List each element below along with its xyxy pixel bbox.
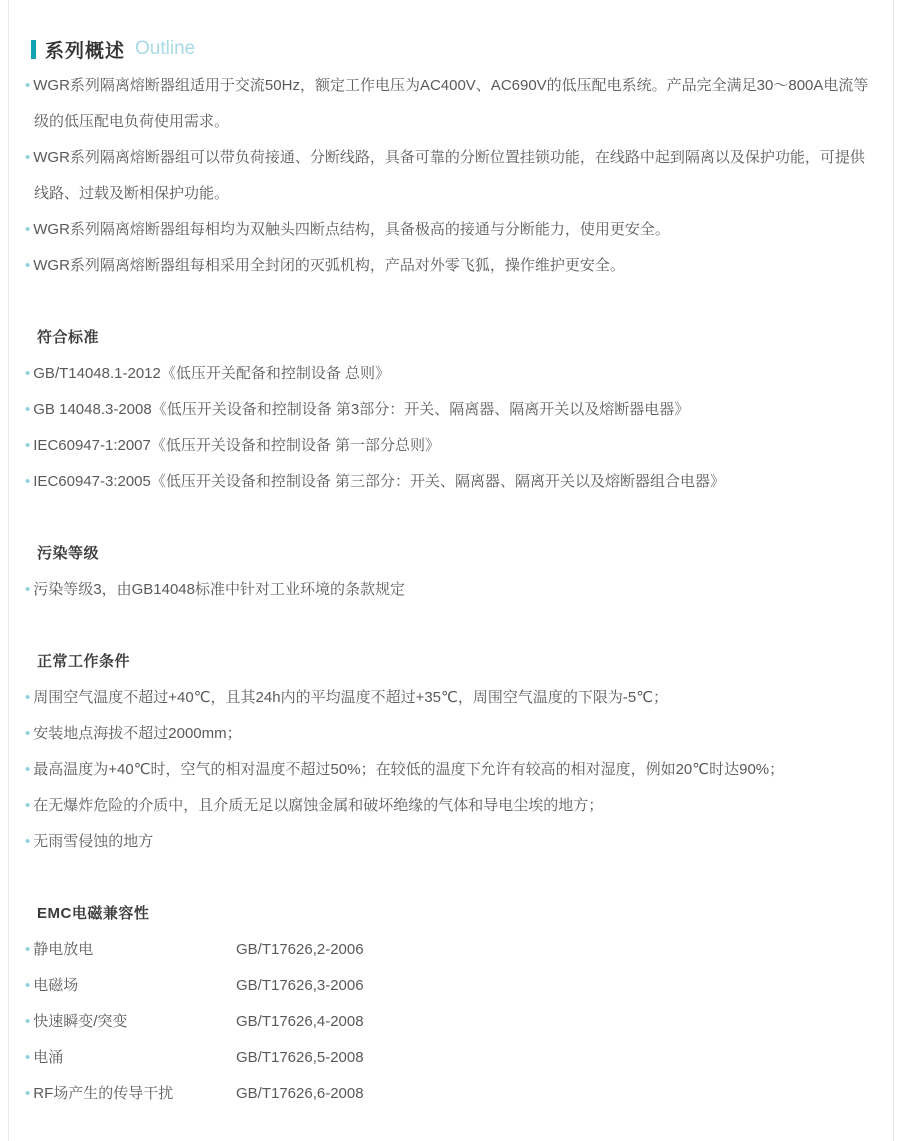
emc-table-row xyxy=(25,1076,879,1112)
overview-bullet: • WGR系列隔离熔断器组可以带负荷接通、分断线路，具备可靠的分断位置挂锁功能，在线路中起到隔离以及保护功能，可提供线路、过载及断相保护功能。 xyxy=(25,140,879,212)
emc-row-standard: GB/T17626,6-2008 xyxy=(236,1085,364,1102)
emc-table xyxy=(25,932,879,1112)
section-heading-working-conditions: 正常工作条件 xyxy=(37,653,131,670)
working-condition-item: • 无雨雪侵蚀的地方 xyxy=(25,824,879,860)
working-conditions-bullet-list xyxy=(25,680,879,860)
emc-row-standard: GB/T17626,3-2006 xyxy=(236,977,364,994)
emc-row-label: • 电磁场 xyxy=(25,968,236,1004)
standard-item: • IEC60947-1:2007《低压开关设备和控制设备 第一部分总则》 xyxy=(25,428,879,464)
emc-row-standard: GB/T17626,5-2008 xyxy=(236,1049,364,1066)
standard-item: • GB/T14048.1-2012《低压开关配备和控制设备 总则》 xyxy=(25,356,879,392)
working-condition-item: • 安装地点海拔不超过2000mm； xyxy=(25,716,879,752)
pollution-bullet-list xyxy=(25,572,879,608)
standard-item: • GB 14048.3-2008《低压开关设备和控制设备 第3部分：开关、隔离器、隔离开关以及熔断器电器》 xyxy=(25,392,879,428)
emc-table-row xyxy=(25,932,879,968)
standards-bullet-list xyxy=(25,356,879,500)
emc-row-label: • RF场产生的传导干扰 xyxy=(25,1076,236,1112)
standard-item: • IEC60947-3:2005《低压开关设备和控制设备 第三部分：开关、隔离器、隔离开关以及熔断器组合电器》 xyxy=(25,464,879,500)
page-title-zh: 系列概述 xyxy=(45,40,126,62)
emc-row-label: • 快速瞬变/突变 xyxy=(25,1004,236,1040)
emc-row-standard: GB/T17626,2-2006 xyxy=(236,941,364,958)
accent-bar-icon xyxy=(31,40,36,59)
section-heading-pollution: 污染等级 xyxy=(37,545,100,562)
working-condition-item: • 周围空气温度不超过+40℃，且其24h内的平均温度不超过+35℃，周围空气温度的下限为-5℃； xyxy=(25,680,879,716)
emc-table-row xyxy=(25,1004,879,1040)
section-heading-standards: 符合标准 xyxy=(37,329,100,346)
emc-row-label: • 电涌 xyxy=(25,1040,236,1076)
emc-table-row xyxy=(25,968,879,1004)
page-title xyxy=(25,38,879,60)
overview-bullet: • WGR系列隔离熔断器组每相均为双触头四断点结构，具备极高的接通与分断能力，使用更安全。 xyxy=(25,212,879,248)
pollution-item: • 污染等级3，由GB14048标准中针对工业环境的条款规定 xyxy=(25,572,879,608)
overview-bullet: • WGR系列隔离熔断器组每相采用全封闭的灭弧机构，产品对外零飞狐，操作维护更安全。 xyxy=(25,248,879,284)
working-condition-item: • 最高温度为+40℃时，空气的相对温度不超过50%；在较低的温度下允许有较高的相对湿度，例如20℃时达90%； xyxy=(25,752,879,788)
working-condition-item: • 在无爆炸危险的介质中，且介质无足以腐蚀金属和破坏绝缘的气体和导电尘埃的地方； xyxy=(25,788,879,824)
overview-bullet-list xyxy=(25,68,879,284)
emc-row-standard: GB/T17626,4-2008 xyxy=(236,1013,364,1030)
page-title-en: Outline xyxy=(135,38,196,59)
emc-table-row xyxy=(25,1040,879,1076)
overview-bullet: • WGR系列隔离熔断器组适用于交流50Hz，额定工作电压为AC400V、AC690V的低压配电系统。产品完全满足30～800A电流等级的低压配电负荷使用需求。 xyxy=(25,68,879,140)
document-page xyxy=(8,0,894,1141)
emc-row-label: • 静电放电 xyxy=(25,932,236,968)
section-heading-emc: EMC电磁兼容性 xyxy=(37,905,150,922)
